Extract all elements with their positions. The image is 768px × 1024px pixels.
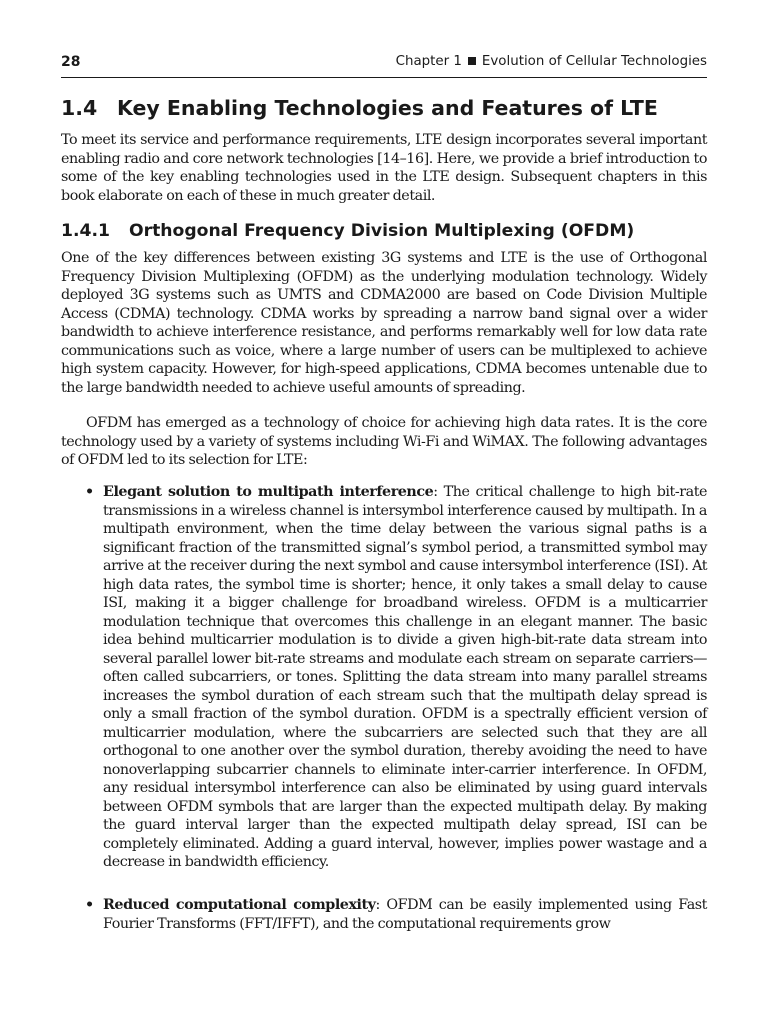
page-number: 28 <box>61 54 81 70</box>
bullet-item <box>85 896 707 933</box>
running-title <box>396 52 707 72</box>
bullet-term: Reduced computational complexity <box>103 897 376 913</box>
body-paragraph: One of the key differences between existing 3G systems and LTE is the use of Orthogonal Frequency Division Multiplexing (OFDM) as the underlying modulation technology. Widely deployed 3G systems such as UMTS and CDMA2000 are based on Code Division Multiple Access (CDMA) technology. CDMA works by spreading a narrow band signal over a wider bandwidth to achieve interference resistance, and performs remarkably well for low data rate communications such as voice, where a large number of users can be multiplexed to achieve high system capacity. However, for high-speed applications, CDMA becomes untenable due to the large bandwidth needed to achieve useful amounts of spreading. <box>61 250 707 396</box>
chapter-label: Chapter 1 <box>395 54 462 69</box>
bullet-item <box>85 483 707 872</box>
book-page <box>61 0 707 1024</box>
bullet-icon: • <box>85 897 94 913</box>
body-paragraph: OFDM has emerged as a technology of choice for achieving high data rates. It is the core technology used by a variety of systems including Wi-Fi and WiMAX. The following advantages of OFDM led to its selection for LTE: <box>61 415 707 468</box>
subsection-heading <box>61 219 634 243</box>
section-number: 1.4 <box>61 96 98 120</box>
section-intro-paragraph: To meet its service and performance requirements, LTE design incorporates several important enabling radio and core network technologies [14–16]. Here, we provide a brief introduction to some of the key enabling technologies used in the LTE design. Subsequent chapters in this book elaborate on each of these in much greater detail. <box>61 132 707 204</box>
bullet-term: Elegant solution to multipath interference <box>103 484 434 500</box>
running-head <box>61 52 707 72</box>
section-title: Key Enabling Technologies and Features of LTE <box>117 96 658 120</box>
header-rule <box>61 77 707 78</box>
bullet-text: : OFDM can be easily implemented using Fast Fourier Transforms (FFT/IFFT), and the computational requirements grow <box>103 897 707 932</box>
square-separator-icon <box>468 57 476 65</box>
bullet-text: : The critical challenge to high bit-rate transmissions in a wireless channel is intersymbol interference caused by multipath. In a multipath environment, when the time delay between the various signal paths is a significant fraction of the transmitted signal’s symbol period, a transmitted symbol may arrive at the receiver during the next symbol and cause intersymbol interference (ISI). At high data rates, the symbol time is shorter; hence, it only takes a small delay to cause ISI, making it a bigger challenge for broadband wireless. OFDM is a multicarrier modulation technique that overcomes this challenge in an elegant manner. The basic idea behind multicarrier modulation is to divide a given high-bit-rate data stream into several parallel lower bit-rate streams and modulate each stream on separate carriers—often called subcarriers, or tones. Splitting the data stream into many parallel streams increases the symbol duration of each stream such that the multipath delay spread is only a small fraction of the symbol duration. OFDM is a spectrally efficient version of multicarrier modulation, where the subcarriers are selected such that they are all orthogonal to one another over the symbol duration, thereby avoiding the need to have nonoverlapping subcarrier channels to eliminate inter-carrier interference. In OFDM, any residual intersymbol interference can also be eliminated by using guard intervals between OFDM symbols that are larger than the expected multipath delay. By making the guard interval larger than the expected multipath delay spread, ISI can be completely eliminated. Adding a guard interval, however, implies power wastage and a decrease in bandwidth efficiency. <box>103 484 707 870</box>
chapter-title: Evolution of Cellular Technologies <box>481 54 707 69</box>
bullet-icon: • <box>85 484 94 500</box>
section-heading <box>61 94 658 122</box>
subsection-number: 1.4.1 <box>61 221 110 241</box>
subsection-title: Orthogonal Frequency Division Multiplexing (OFDM) <box>129 221 635 241</box>
